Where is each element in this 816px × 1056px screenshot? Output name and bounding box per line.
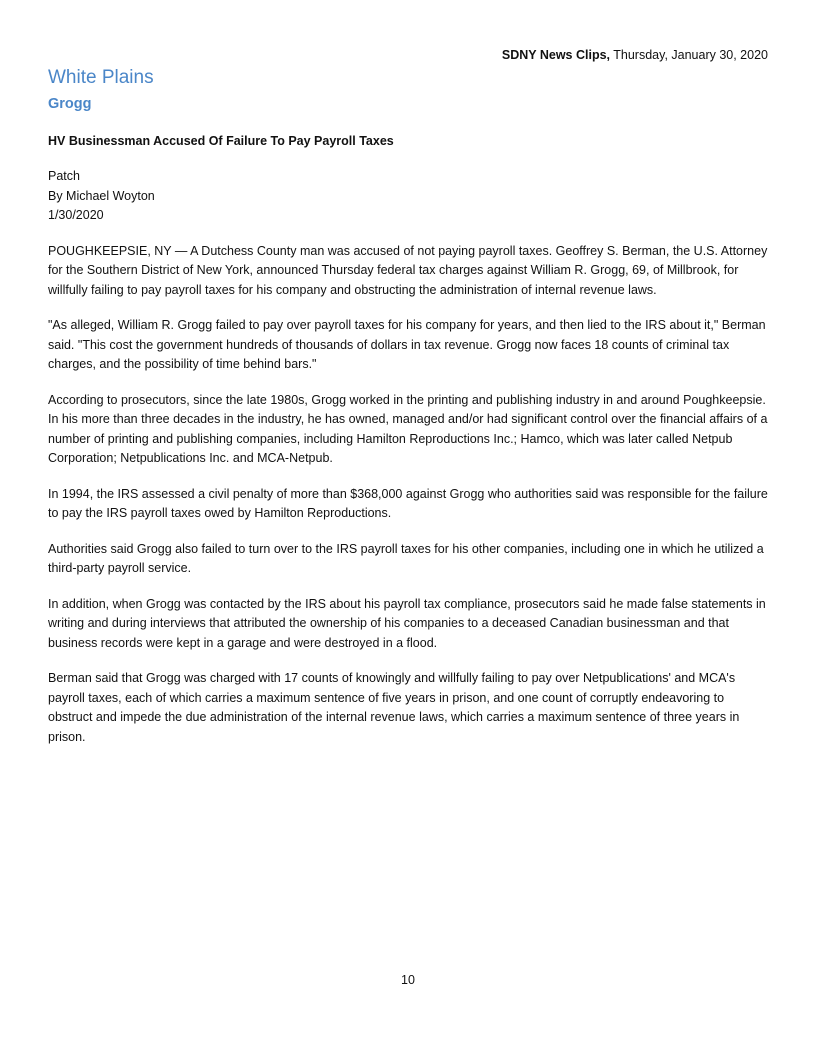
article-paragraph: According to prosecutors, since the late 1980s, Grogg worked in the printing and publishing industry in and around Poughkeepsie. In his more than three decades in the industry, he has owned, managed and/or had significant control over the financial affairs of a number of printing and publishing companies, including Hamilton Reproductions Inc.; Hamco, which was later called Netpub Corporation; Netpublications Inc. and MCA-Netpub. xyxy=(48,392,768,465)
section-title: White Plains xyxy=(48,67,154,88)
article-paragraph: In 1994, the IRS assessed a civil penalty of more than $368,000 against Grogg who authorities said was responsible for the failure to pay the IRS payroll taxes owed by Hamilton Reproductions. xyxy=(48,486,768,520)
page-header xyxy=(502,48,768,62)
page-number: 10 xyxy=(401,973,415,987)
article-source: Patch xyxy=(48,169,80,183)
article-headline: HV Businessman Accused Of Failure To Pay Payroll Taxes xyxy=(48,134,394,148)
page-content xyxy=(48,65,770,747)
article-paragraph: Authorities said Grogg also failed to turn over to the IRS payroll taxes for his other companies, including one in which he utilized a third-party payroll service. xyxy=(48,541,764,575)
publication-name: SDNY News Clips, xyxy=(501,48,611,62)
article-paragraph: POUGHKEEPSIE, NY — A Dutchess County man was accused of not paying payroll taxes. Geoffrey S. Berman, the U.S. Attorney for the Southern District of New York, announced Thursday federal tax charges against William R. Grogg, 69, of Millbrook, for willfully failing to pay payroll taxes for his company and obstructing the administration of internal revenue laws. xyxy=(48,243,768,297)
section-subtitle: Grogg xyxy=(48,96,92,112)
header-date: Thursday, January 30, 2020 xyxy=(610,48,768,62)
article-byline: By Michael Woyton xyxy=(48,188,155,203)
article-meta xyxy=(48,167,770,226)
article-date: 1/30/2020 xyxy=(48,208,104,222)
article-paragraph: "As alleged, William R. Grogg failed to pay over payroll taxes for his company for years, and then lied to the IRS about it," Berman said. "This cost the government hundreds of thousands of dollars in tax revenue. Grogg now faces 18 counts of criminal tax charges, and the possibility of time behind bars." xyxy=(48,318,766,371)
article-paragraph: In addition, when Grogg was contacted by the IRS about his payroll tax compliance, prosecutors said he made false statements in writing and during interviews that attributed the ownership of his companies to a deceased Canadian businessman and that business records were kept in a garage and were destroyed in a flood. xyxy=(48,596,766,650)
article-paragraph: Berman said that Grogg was charged with 17 counts of knowingly and willfully failing to pay over Netpublications' and MCA's payroll taxes, each of which carries a maximum sentence of five years in prison, and one count of corruptly endeavoring to obstruct and impede the due administration of the internal revenue laws, which carries a maximum sentence of three years in prison. xyxy=(48,671,740,744)
